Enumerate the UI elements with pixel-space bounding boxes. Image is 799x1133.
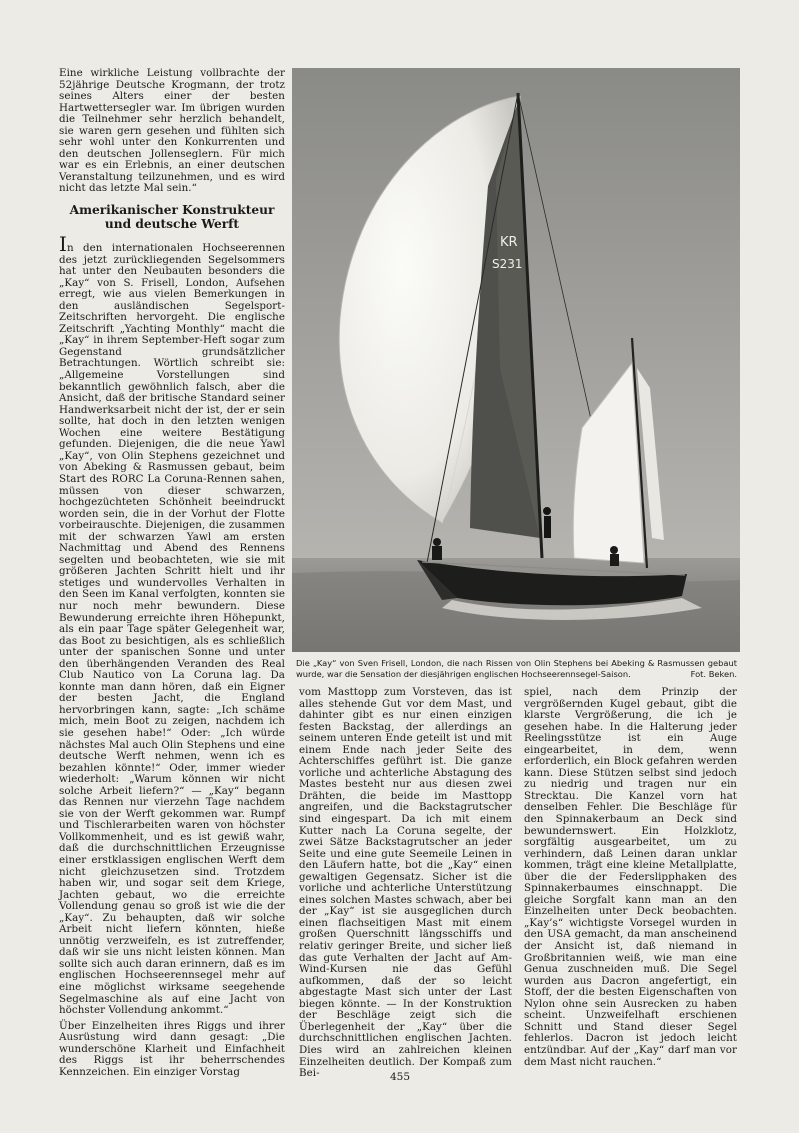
- middle-column-text: vom Masttopp zum Vorsteven, das ist alles stehende Gut vor dem Mast, und dahinter gibt es nur einen einzigen festen Backstag, der allerdings an seinem unteren Ende geteilt ist und mit einem Ende nach jeder Seite des Achterschiffes geführt ist. Die ganze vorliche und achterliche Abstagung des Mastes besteht nur aus diesen zwei Drähten, die beide im Masttopp angreifen, und die Backstagrutscher sind eingespart. Da ich mit einem Kutter nach La Coruna segelte, der zwei Sätze Backstagrutscher an jeder Seite und eine gute Seemeile Leinen in den Läufern hatte, bot die „Kay“ einen gewaltigen Gegensatz. Sicher ist die vorliche und achterliche Unterstützung eines solchen Mastes schwach, aber bei der „Kay“ ist sie ausgeglichen durch einen flachseitigen Mast mit einem großen Querschnitt längsschiffs und relativ geringer Breite, und sicher ließ das gute Verhalten der Jacht auf Am-Wind-Kursen nie das Gefühl aufkommen, daß der so leicht abgestagte Mast sich unter der Last biegen könnte. — In der Konstruktion der Beschläge zeigt sich die Überlegenheit der „Kay“ über die durchschnittlichen englischen Jachten. Dies wird an zahlreichen kleinen Einzelheiten deutlich. Der Kompaß zum Bei-: [299, 686, 512, 1080]
- sail-number-bottom: S231: [492, 257, 523, 271]
- sail-number-top: KR: [500, 235, 518, 250]
- article-heading: [59, 203, 285, 231]
- yacht-photo: [292, 68, 740, 652]
- intro-paragraph: Eine wirkliche Leistung vollbrachte der 52jährige Deutsche Krogmann, der trotz seines Alters einer der besten Hartwettersegler war. Im übrigen wurden die Teilnehmer sehr herzlich behandelt, sie waren gern gesehen und fühlten sich sehr wohl unter den Konkurrenten und den deutschen Jollenseglern. Für mich war es ein Erlebnis, an einer deutschen Veranstaltung teilzunehmen, und es wird nicht das letzte Mal sein.“: [59, 67, 285, 195]
- body-paragraph-1: In den internationalen Hochseerennen des jetzt zurückliegenden Segelsommers hat unter den Neubauten besonders die „Kay“ von S. Frisell, London, Aufsehen erregt, wie aus vielen Bemerkungen in den ausländischen Segelsport-Zeitschriften hervorgeht. Die englische Zeitschrift „Yachting Monthly“ macht die „Kay“ in ihrem September-Heft sogar zum Gegenstand grundsätzlicher Betrachtungen. Wörtlich schreibt sie: „Allgemeine Vorstellungen sind bekanntlich gewöhnlich falsch, aber die Ansicht, daß der britische Standard seiner Handwerksarbeit nicht der ist, der er sein sollte, hat doch in den letzten wenigen Wochen eine weitere Bestätigung gefunden. Diejenigen, die die neue Yawl „Kay“, von Olin Stephens gezeichnet und von Abeking & Rasmussen gebaut, beim Start des RORC La Coruna-Rennen sahen, müssen von dieser schwarzen, hochgezüchteten Schönheit beeindruckt worden sein, die in der Vorhut der Flotte vorbeirauschte. Diejenigen, die zusammen mit der schwarzen Yawl am ersten Nachmittag und Abend des Rennens segelten und beobachteten, wie sie mit größeren Jachten Schritt hielt und ihr stetiges und wundervolles Verhalten in den Seen im Kanal verfolgten, konnten sie nur noch mehr bewundern. Diese Bewunderung erreichte ihren Höhepunkt, als ein paar Tage später Gelegenheit war, das Boot zu besichtigen, als es schließlich unter der spanischen Sonne und unter den überhängenden Veranden des Real Club Nautico von La Coruna lag. Da konnte man dann hören, daß ein Eigner der besten Jacht, die England hervorbringen kann, sagte: „Ich schäme mich, mein Boot zu zeigen, nachdem ich sie gesehen habe!“ Oder: „Ich würde nächstes Mal auch Olin Stephens und eine deutsche Werft nehmen, wenn ich es bezahlen könnte!“ Oder, immer wieder wiederholt: „Warum können wir nicht solche Arbeit liefern?“ — „Kay“ begann das Rennen nur vierzehn Tage nachdem sie von der Werft gekommen war. Rumpf und Tischlerarbeiten waren von höchster Vollkommenheit, und es ist gewiß wahr, daß die durchschnittlichen Erzeugnisse einer erstklassigen englischen Werft dem nicht gleichzusetzen sind. Trotzdem haben wir, und sogar seit dem Kriege, Jachten gebaut, wo die erreichte Vollendung genau so groß ist wie die der „Kay“. Zu behaupten, daß wir solche Arbeit nicht liefern könnten, hieße unnötig verzweifeln, es ist zutreffender, daß wir sie uns nicht leisten können. Man sollte sich auch daran erinnern, daß es im englischen Hochseerennsegel mehr auf eine möglichst wirksame seegehende Segelmaschine als auf eine Jacht von höchster Vollendung ankommt.“: [59, 232, 285, 1017]
- caption-text: Die „Kay“ von Sven Frisell, London, die nach Rissen von Olin Stephens bei Abeking & Rasmussen gebaut wurde, war die Sensation der diesjährigen englischen Hochseerennsegel-Saison.: [296, 658, 737, 679]
- photo-credit: Fot. Beken.: [690, 668, 737, 679]
- page-number: 455: [389, 1071, 411, 1083]
- right-column-text: spiel, nach dem Prinzip der vergrößernden Kugel gebaut, gibt die klarste Vergrößerung, die ich je gesehen habe. In die Halterung jeder Reelingsstütze ist ein Auge eingearbeitet, in dem, wenn erforderlich, ein Block gefahren werden kann. Diese Stützen selbst sind jedoch zu niedrig und tragen nur ein Strecktau. Die Kanzel vorn hat denselben Fehler. Die Beschläge für den Spinnakerbaum an Deck sind bewundernswert. Ein Holzklotz, sorgfältig ausgearbeitet, um zu verhindern, daß Leinen daran unklar kommen, trägt eine kleine Metallplatte, über die der Federslipphaken des Spinnakerbaumes einschnappt. Die gleiche Sorgfalt kann man an den Einzelheiten unter Deck beobachten. „Kay’s“ wichtigste Vorsegel wurden in den USA gemacht, da man anscheinend der Ansicht ist, daß niemand in Großbritannien weiß, wie man eine Genua zuschneiden muß. Die Segel wurden aus Dacron angefertigt, ein Stoff, der die besten Eigenschaften von Nylon ohne sein Ausrecken zu haben scheint. Unzweifelhaft erschienen Schnitt und Stand dieser Segel fehlerlos. Dacron ist jedoch leicht entzündbar. Auf der „Kay“ darf man vor dem Mast nicht rauchen.“: [524, 686, 737, 1068]
- left-text-column: [59, 68, 285, 1088]
- right-text-column: [524, 687, 737, 1067]
- article-heading-line-2: und deutsche Werft: [104, 217, 240, 232]
- body-paragraph-2: Über Einzelheiten ihres Riggs und ihrer Ausrüstung wird dann gesagt: „Die wunderschöne Klarheit und Einfachheit des Riggs ist ihr beherrschendes Kennzeichen. Ein einziger Vorstag: [59, 1019, 285, 1078]
- photo-caption: [296, 658, 737, 679]
- article-heading-line-1: Amerikanischer Konstrukteur: [69, 203, 275, 218]
